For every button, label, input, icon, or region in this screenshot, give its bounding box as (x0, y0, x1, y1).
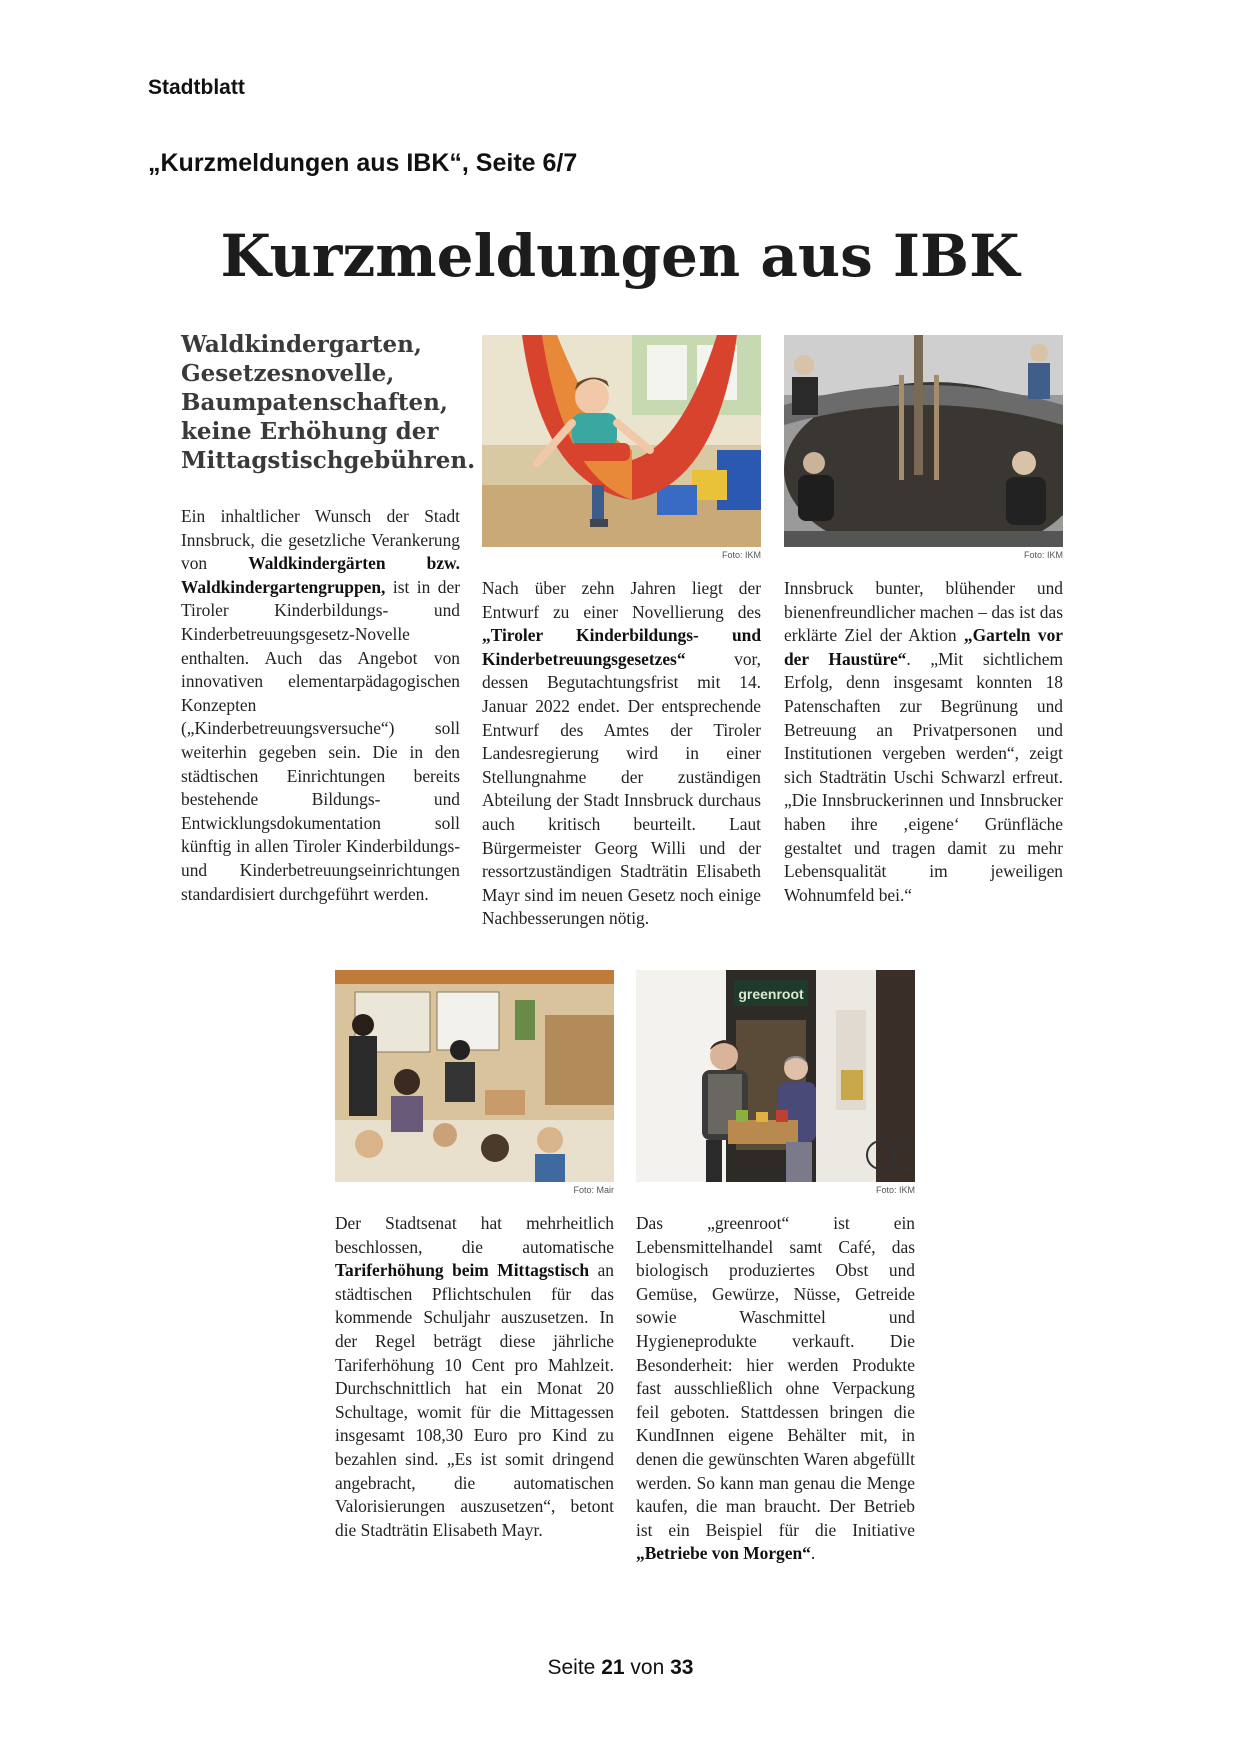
photo-child-hammock (482, 335, 761, 547)
photo-credit: Foto: IKM (721, 550, 761, 560)
newspaper-clipping (170, 222, 1070, 1612)
greenroot-shop-sign: greenroot (738, 986, 804, 1002)
photo-greenroot-shop (636, 970, 915, 1182)
document-source: Stadtblatt (148, 76, 245, 99)
article-kinderbildungsgesetz: Nach über zehn Jahren liegt der Entwurf zu einer Novellierung des „Tiroler Kinderbildungs- und Kinderbetreuungsgesetzes“ vor, dessen Begutachtungsfrist mit 14. Januar 2022 endet. Der entsprechende Entwurf des Amtes der Tiroler Landesregierung wird in einer Stellungnahme der zuständigen Abteilung der Stadt Innsbruck durchaus auch kritisch beurteilt. Laut Bürgermeister Georg Willi und der ressortzuständigen Stadträtin Elisabeth Mayr sind im neuen Gesetz noch einige Nachbesserungen nötig. (482, 578, 761, 929)
photo-garden-bed (784, 335, 1063, 547)
clipping-headline: Kurzmeldungen aus IBK (220, 222, 1020, 290)
photo-credit: Foto: IKM (1023, 550, 1063, 560)
photo-credit: Foto: Mair (573, 1185, 614, 1195)
article-waldkindergarten: Ein inhaltlicher Wunsch der Stadt Innsbruck, die gesetzliche Verankerung von Waldkindergärten bzw. Waldkindergartengruppen, ist in der Tiroler Kinderbildungs- und Kinderbetreuungsgesetz-Novelle enthalten. Auch das Angebot von innovativen elementarpädagogischen Konzepten („Kinderbetreuungsversuche“) soll weiterhin gegeben sein. Die in den städtischen Einrichtungen bereits bestehende Bildungs- und Entwicklungsdokumentation soll künftig in allen Tiroler Kinderbildungs- und Kinderbetreuungseinrichtungen standardisiert durchgeführt werden. (181, 506, 461, 904)
article-garteln: Innsbruck bunter, blühender und bienenfreundlicher machen – das ist das erklärte Ziel der Aktion „Garteln vor der Haustüre“. „Mit sichtlichem Erfolg, denn insgesamt konnten 18 Patenschaften zur Begrünung und Betreuung an Privatpersonen und Institutionen vergeben werden“, zeigt sich Stadträtin Uschi Schwarzl erfreut. „Die Innsbruckerinnen und Innsbrucker haben ihre ‚eigene‘ Grünfläche gestaltet und tragen damit zu mehr Lebensqualität im jeweiligen Wohnumfeld bei.“ (784, 578, 1063, 905)
article-reference: „Kurzmeldungen aus IBK“, Seite 6/7 (148, 149, 578, 177)
photo-school-lunch (335, 970, 614, 1182)
page-number: Seite 21 von 33 (547, 1656, 694, 1679)
article-mittagstisch: Der Stadtsenat hat mehrheitlich beschlossen, die automatische Tariferhöhung beim Mittagstisch an städtischen Pflichtschulen für das kommende Schuljahr auszusetzen. In der Regel beträgt diese jährliche Tariferhöhung 10 Cent pro Mahlzeit. Durchschnittlich hat ein Monat 20 Schultage, womit für die Mittagessen insgesamt 108,30 Euro pro Kind zu bezahlen sind. „Es ist somit dringend angebracht, die automatischen Valorisierungen auszusetzen“, betont die Stadträtin Elisabeth Mayr. (335, 1213, 614, 1540)
photo-credit: Foto: IKM (875, 1185, 915, 1195)
clipping-lead: Waldkindergarten, Gesetzesnovelle, Baumpatenschaften, keine Erhöhung der Mittagstischgebühren. (181, 331, 476, 474)
article-greenroot: Das „greenroot“ ist ein Lebensmittelhandel samt Café, das biologisch produziertes Obst und Gemüse, Gewürze, Nüsse, Getreide sowie Waschmittel und Hygieneprodukte verkauft. Die Besonderheit: hier werden Produkte fast ausschließlich ohne Verpackung feil geboten. Stattdessen bringen die KundInnen eigene Behälter mit, in denen die gewünschten Waren abgefüllt werden. So kann man genau die Menge kaufen, die man braucht. Der Betrieb ist ein Beispiel für die Initiative „Betriebe von Morgen“. (636, 1213, 915, 1564)
